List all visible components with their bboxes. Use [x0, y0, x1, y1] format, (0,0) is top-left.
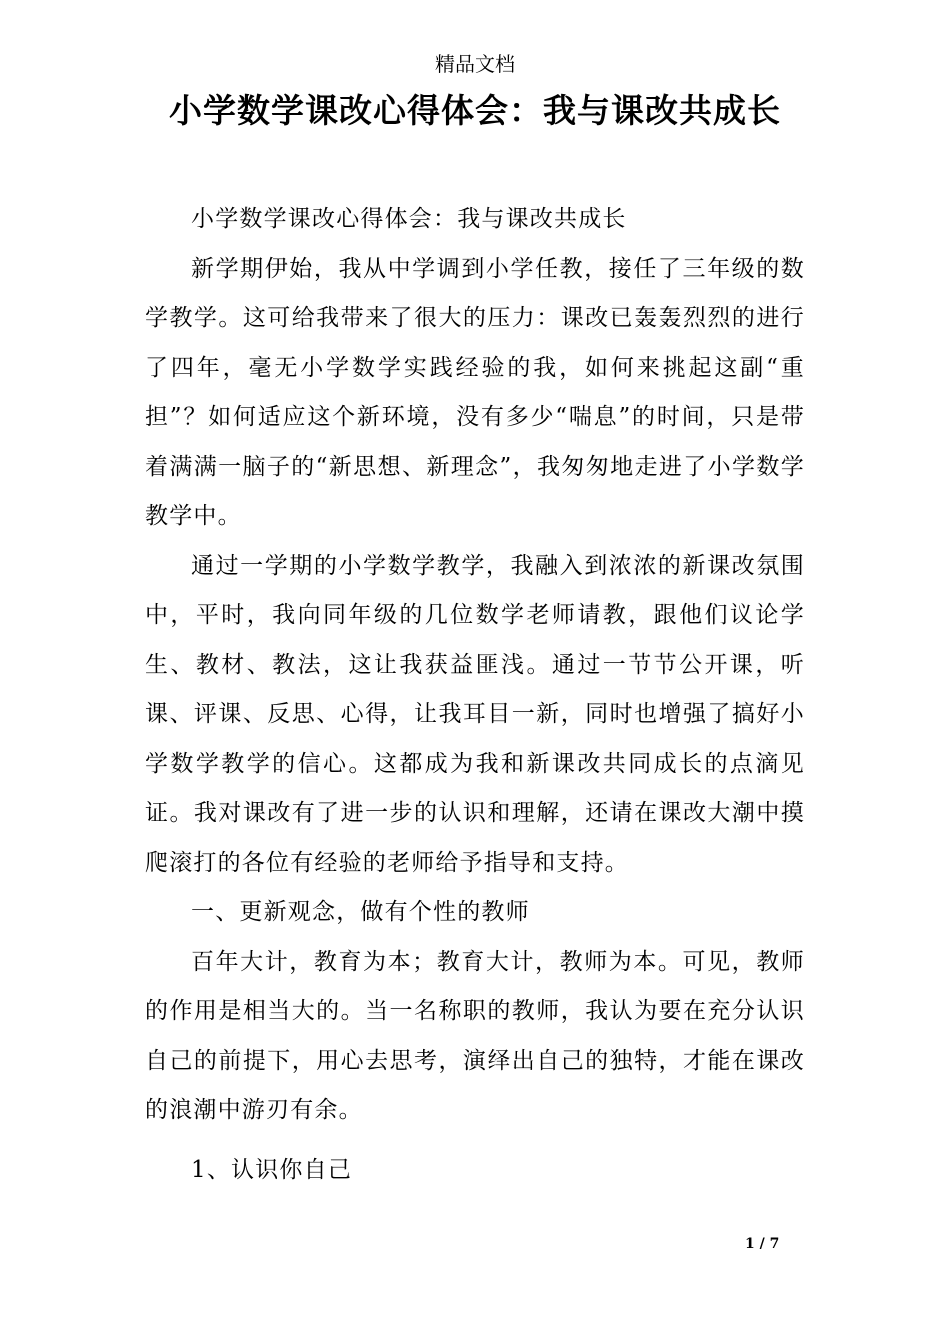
- subsection-heading: 1、认识你自己: [191, 1156, 353, 1183]
- paragraph-intro: 新学期伊始，我从中学调到小学任教，接任了三年级的数学教学。这可给我带来了很大的压力：课改已轰轰烈烈的进行了四年，毫无小学数学实践经验的我，如何来挑起这副“重担”？如何适应这个新环境，没有多少“喘息”的时间，只是带着满满一脑子的“新思想、新理念”，我匆匆地走进了小学数学教学中。: [145, 255, 805, 529]
- paragraph-experience: 通过一学期的小学数学教学，我融入到浓浓的新课改氛围中，平时，我向同年级的几位数学老师请教，跟他们议论学生、教材、教法，这让我获益匪浅。通过一节节公开课，听课、评课、反思、心得，让我耳目一新，同时也增强了搞好小学数学教学的信心。这都成为我和新课改共同成长的点滴见证。我对课改有了进一步的认识和理解，还请在课改大潮中摸爬滚打的各位有经验的老师给予指导和支持。: [145, 552, 805, 876]
- paragraph-subtitle: 小学数学课改心得体会：我与课改共成长: [191, 206, 627, 232]
- paragraph-teacher-role: 百年大计，教育为本；教育大计，教师为本。可见，教师的作用是相当大的。当一名称职的教师，我认为要在充分认识自己的前提下，用心去思考，演绎出自己的独特，才能在课改的浪潮中游刃有余。: [145, 948, 805, 1123]
- document-title: 小学数学课改心得体会：我与课改共成长: [169, 91, 781, 130]
- section-heading: 一、更新观念，做有个性的教师: [191, 899, 530, 925]
- document-body: [145, 195, 805, 1195]
- page-number: 1 / 7: [745, 1236, 780, 1252]
- header-label: 精品文档: [435, 52, 515, 76]
